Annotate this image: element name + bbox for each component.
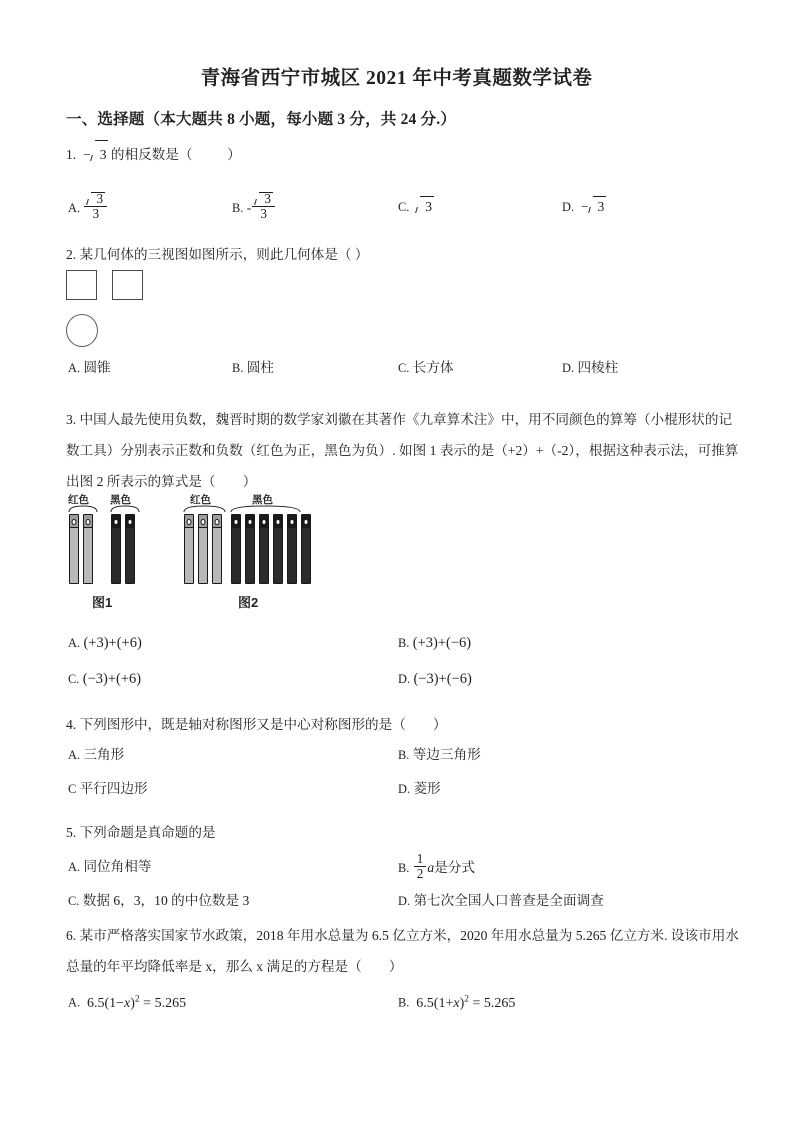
option-label: C bbox=[68, 782, 77, 796]
question-4-option-c[interactable] bbox=[68, 778, 148, 800]
fig2-black-label: 黑色 bbox=[252, 494, 273, 506]
question-1-stem bbox=[66, 140, 241, 170]
question-2-option-c[interactable] bbox=[398, 357, 454, 379]
question-3-figure-2 bbox=[180, 492, 310, 592]
option-label: A. bbox=[68, 636, 81, 650]
section-heading: 一、选择题（本大题共 8 小题，每小题 3 分，共 24 分.） bbox=[66, 111, 457, 128]
side-view-square bbox=[112, 270, 143, 300]
option-label: B. bbox=[398, 860, 410, 875]
rod-black bbox=[245, 514, 255, 584]
fig1-black-brace-icon bbox=[110, 505, 140, 513]
option-value: 圆柱 bbox=[246, 360, 274, 375]
question-1-option-a[interactable] bbox=[68, 192, 108, 221]
question-6-stem: 6. 某市严格落实国家节水政策，2018 年用水总量为 6.5 亿立方米，2020 年用水总量为 5.265 亿立方米. 设该市用水总量的年平均降低率是 x，那么 x 满足的方程是（ ） bbox=[66, 928, 739, 974]
option-value: $6.5(1+x)^2 = 5.265$ bbox=[416, 994, 516, 1011]
front-view-square bbox=[66, 270, 97, 300]
option-label: D. bbox=[562, 361, 575, 375]
question-4-stem: 4. 下列图形中，既是轴对称图形又是中心对称图形的是（ ） bbox=[66, 717, 447, 732]
figure-2-caption: 图2 bbox=[238, 595, 259, 610]
rod-red bbox=[184, 514, 194, 584]
question-2-stem: 2. 某几何体的三视图如图所示，则此几何体是（ ） bbox=[66, 247, 369, 262]
rod-black bbox=[231, 514, 241, 584]
option-label: D. bbox=[398, 894, 411, 908]
question-3-figure-1 bbox=[66, 492, 161, 592]
question-1-stem-suffix: ） bbox=[227, 147, 241, 162]
rod-red bbox=[69, 514, 79, 584]
option-label: A. bbox=[68, 995, 81, 1010]
question-5-option-d[interactable] bbox=[398, 890, 604, 912]
question-4-option-d[interactable] bbox=[398, 778, 441, 800]
rod-black bbox=[287, 514, 297, 584]
rod-black bbox=[301, 514, 311, 584]
question-3-option-c[interactable] bbox=[68, 668, 141, 690]
option-label: A. bbox=[68, 860, 81, 874]
question-1-stem-mid: 的相反数是（ bbox=[110, 147, 193, 162]
rod-black bbox=[273, 514, 283, 584]
option-value: 第七次全国人口普查是全面调查 bbox=[413, 893, 604, 908]
option-label: C. bbox=[68, 672, 80, 686]
question-1-number: 1. bbox=[66, 147, 77, 162]
option-label: B. bbox=[232, 361, 244, 375]
rod-red bbox=[212, 514, 222, 584]
fig2-red-label: 红色 bbox=[190, 494, 211, 506]
option-value: $\frac{3}{3}$ bbox=[84, 192, 107, 221]
top-view-circle bbox=[66, 314, 98, 347]
question-2-option-a[interactable] bbox=[68, 357, 111, 379]
question-2-option-b[interactable] bbox=[232, 357, 274, 379]
question-3-stem: 3. 中国人最先使用负数，魏晋时期的数学家刘徽在其著作《九章算术注》中，用不同颜色的算筹（小棍形状的记数工具）分别表示正数和负数（红色为正，黑色为负）. 如图 1 表示的是（+2）+（-2），根据这种表示法，可推算出图 2 所表示的算式是（ ） bbox=[66, 412, 739, 489]
option-label: C. bbox=[398, 200, 410, 214]
question-5-option-c[interactable] bbox=[68, 890, 249, 912]
fig2-red-brace-icon bbox=[183, 505, 226, 513]
fig1-red-label: 红色 bbox=[68, 494, 89, 506]
option-value: 圆锥 bbox=[83, 360, 111, 375]
option-label: A. bbox=[68, 748, 81, 762]
question-1-expression: − 3 bbox=[80, 147, 111, 162]
question-5-option-a[interactable] bbox=[68, 856, 151, 878]
question-3-option-a[interactable] bbox=[68, 632, 142, 654]
option-value: 长方体 bbox=[412, 360, 454, 375]
option-label: A. bbox=[68, 200, 81, 215]
question-6-option-a[interactable] bbox=[68, 988, 186, 1015]
question-5-option-b[interactable] bbox=[398, 852, 475, 881]
question-4-option-b[interactable] bbox=[398, 744, 481, 766]
option-value: 数据 6，3，10 的中位数是 3 bbox=[82, 893, 250, 908]
option-label: C. bbox=[398, 361, 410, 375]
option-value: 3 bbox=[413, 199, 433, 214]
option-value: 菱形 bbox=[413, 781, 441, 796]
option-fraction bbox=[414, 852, 427, 881]
option-label: B. bbox=[398, 748, 410, 762]
question-1-option-b[interactable] bbox=[232, 192, 276, 221]
option-value: − 3 bbox=[577, 199, 605, 214]
question-3-option-b[interactable] bbox=[398, 632, 471, 654]
option-label: A. bbox=[68, 361, 81, 375]
question-5-stem: 5. 下列命题是真命题的是 bbox=[66, 825, 216, 840]
question-1-option-d[interactable] bbox=[562, 196, 605, 218]
option-label: B. bbox=[398, 995, 410, 1010]
fig2-black-brace-icon bbox=[230, 505, 301, 513]
option-value: $6.5(1-x)^2 = 5.265$ bbox=[86, 994, 187, 1011]
question-1-option-c[interactable] bbox=[398, 196, 433, 218]
option-tail: 是分式 bbox=[434, 859, 475, 875]
question-2-three-view-figure bbox=[66, 270, 196, 350]
rod-black bbox=[259, 514, 269, 584]
option-value: (−3)+(+6) bbox=[82, 671, 142, 687]
option-value: 平行四边形 bbox=[79, 781, 148, 796]
option-value: 同位角相等 bbox=[83, 859, 152, 874]
figure-1-caption: 图1 bbox=[92, 595, 113, 610]
rod-red bbox=[83, 514, 93, 584]
fraction-numerator: 1 bbox=[416, 851, 424, 866]
page-title: 青海省西宁市城区 2021 年中考真题数学试卷 bbox=[200, 68, 593, 89]
question-3-option-d[interactable] bbox=[398, 668, 472, 690]
option-value: 等边三角形 bbox=[412, 747, 481, 762]
option-value: (−3)+(−6) bbox=[413, 671, 472, 687]
question-2-option-d[interactable] bbox=[562, 357, 618, 379]
fraction-denominator: 2 bbox=[414, 866, 427, 881]
option-label: B. bbox=[232, 200, 244, 215]
option-value: 三角形 bbox=[83, 747, 125, 762]
option-label: B. bbox=[398, 636, 410, 650]
question-4-option-a[interactable] bbox=[68, 744, 124, 766]
option-value: - $\frac{3}{3}$ bbox=[247, 200, 276, 215]
fig1-red-brace-icon bbox=[68, 505, 98, 513]
rod-red bbox=[198, 514, 208, 584]
option-variable: a bbox=[427, 859, 435, 875]
option-value: (+3)+(+6) bbox=[83, 635, 142, 651]
option-label: D. bbox=[398, 782, 411, 796]
option-value: (+3)+(−6) bbox=[412, 635, 472, 651]
option-value: 四棱柱 bbox=[577, 360, 619, 375]
option-label: D. bbox=[562, 200, 575, 214]
option-label: D. bbox=[398, 672, 411, 686]
rod-black bbox=[111, 514, 121, 584]
option-label: C. bbox=[68, 894, 80, 908]
question-6-option-b[interactable] bbox=[398, 988, 515, 1015]
fig1-black-label: 黑色 bbox=[110, 494, 131, 506]
rod-black bbox=[125, 514, 135, 584]
